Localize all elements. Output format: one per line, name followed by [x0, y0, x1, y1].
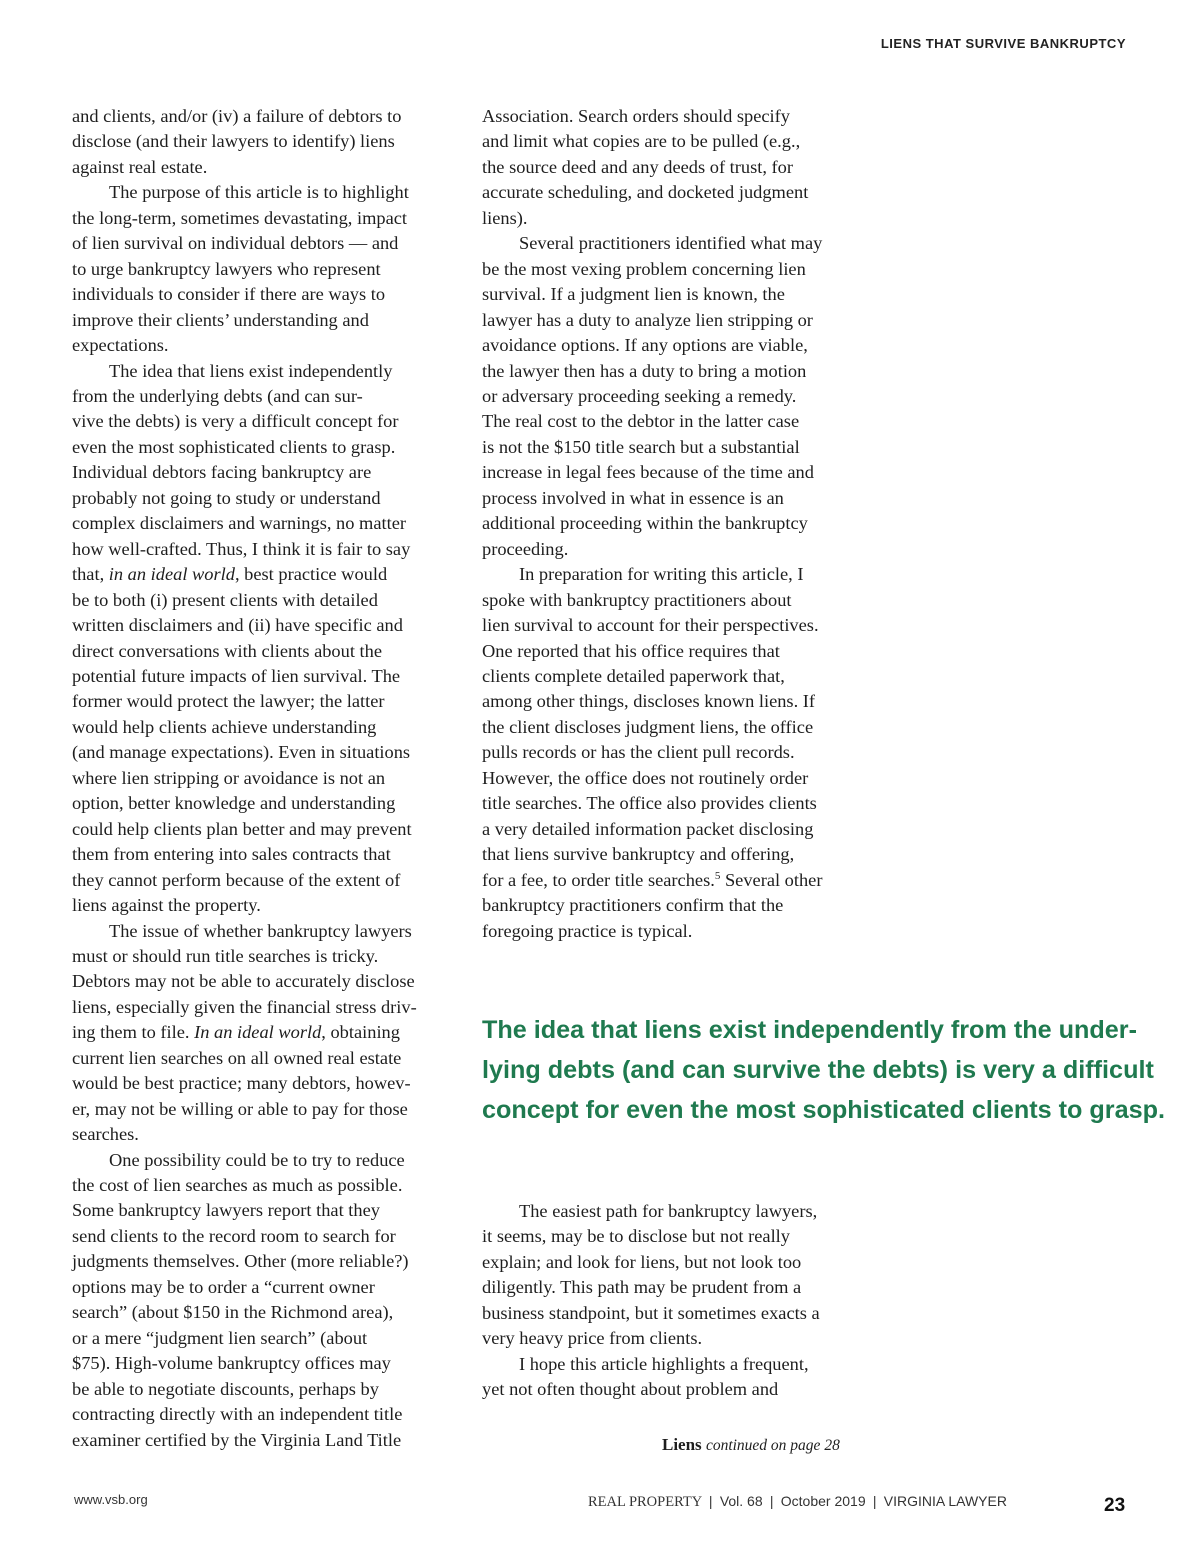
text-line: how well-crafted. Thus, I think it is fair to say: [72, 538, 411, 559]
text-line: Several practitioners identified what may: [519, 233, 823, 254]
paragraph: [482, 1352, 860, 1403]
page-number: 23: [1104, 1495, 1126, 1516]
text-line: improve their clients’ understanding and: [72, 309, 369, 330]
paragraph: [482, 562, 860, 867]
text-line: liens against the property.: [72, 895, 261, 916]
footer-website[interactable]: www.vsb.org: [74, 1492, 148, 1507]
left-column: [72, 104, 450, 1453]
text-line: judgments themselves. Other (more reliable?): [72, 1251, 409, 1272]
text-line: $75). High-volume bankruptcy offices may: [72, 1353, 391, 1374]
text-line: searches.: [72, 1124, 139, 1145]
continued-title: Liens: [662, 1435, 702, 1454]
paragraph: [72, 359, 450, 563]
text-line: from the underlying debts (and can sur-: [72, 385, 363, 406]
text-line: proceeding.: [482, 538, 569, 559]
text-line: The idea that liens exist independently from the under-: [482, 1016, 1137, 1044]
text-line: yet not often thought about problem and: [482, 1379, 779, 1400]
footnote-ref[interactable]: 5: [714, 869, 721, 882]
text-line: or adversary proceeding seeking a remedy.: [482, 385, 797, 406]
text-line: The idea that liens exist independently: [109, 360, 393, 381]
footer-info: [588, 1493, 1007, 1511]
text-line: option, better knowledge and understanding: [72, 793, 396, 814]
text-line: Association. Search orders should specify: [482, 106, 790, 126]
paragraph: [72, 919, 450, 1021]
middle-column: [482, 104, 860, 944]
text-line: even the most sophisticated clients to grasp.: [72, 436, 396, 457]
text-line: where lien stripping or avoidance is not an: [72, 767, 386, 788]
text-line: the client discloses judgment liens, the office: [482, 716, 814, 737]
italic-line: ing them to file. In an ideal world, obtaining: [72, 1022, 400, 1043]
text-line: pulls records or has the client pull records.: [482, 742, 795, 763]
text-line: be the most vexing problem concerning lien: [482, 258, 806, 279]
text-line: er, may not be willing or able to pay for those: [72, 1098, 408, 1119]
text-line: former would protect the lawyer; the latter: [72, 691, 385, 712]
text-line: survival. If a judgment lien is known, the: [482, 284, 785, 305]
text-line: against real estate.: [72, 156, 208, 177]
text-line: disclose (and their lawyers to identify) liens: [72, 131, 395, 152]
text-line: Individual debtors facing bankruptcy are: [72, 462, 372, 483]
footer-volume: Vol. 68: [719, 1493, 763, 1509]
text-line: the source deed and any deeds of trust, for: [482, 156, 793, 177]
text-line: the cost of lien searches as much as possible.: [72, 1175, 403, 1196]
paragraph: [72, 180, 450, 358]
text-line: spoke with bankruptcy practitioners about: [482, 589, 792, 610]
text-line: send clients to the record room to search for: [72, 1225, 396, 1246]
text-line: title searches. The office also provides clients: [482, 793, 817, 814]
text-line: clients complete detailed paperwork that,: [482, 665, 785, 686]
text-line: foregoing practice is typical.: [482, 920, 693, 941]
text-line: One possibility could be to try to reduce: [109, 1149, 405, 1170]
text-line: it seems, may be to disclose but not really: [482, 1226, 790, 1247]
text-line: must or should run title searches is tricky.: [72, 945, 379, 966]
text-line: that liens survive bankruptcy and offering,: [482, 844, 795, 865]
text-line: very heavy price from clients.: [482, 1328, 703, 1349]
text-line: Some bankruptcy lawyers report that they: [72, 1200, 380, 1221]
paragraph: [482, 104, 860, 231]
text-line: them from entering into sales contracts that: [72, 844, 391, 865]
text-line: The easiest path for bankruptcy lawyers,: [519, 1201, 818, 1221]
text-line: avoidance options. If any options are viable,: [482, 335, 808, 356]
text-line: lawyer has a duty to analyze lien stripping or: [482, 309, 813, 330]
text-line: would be best practice; many debtors, howev-: [72, 1073, 411, 1094]
text-line: they cannot perform because of the extent of: [72, 869, 401, 890]
middle-column-lower: [482, 1199, 860, 1403]
text-line: and clients, and/or (iv) a failure of debtors to: [72, 106, 402, 126]
pull-quote: [482, 1010, 1166, 1130]
paragraph: [482, 1199, 860, 1352]
footnote-line: for a fee, to order title searches.$^5$ Several other: [482, 869, 823, 890]
footer-date: October 2019: [780, 1493, 866, 1509]
footer-publication: VIRGINIA LAWYER: [883, 1493, 1007, 1509]
paragraph: [72, 588, 450, 919]
text-line: current lien searches on all owned real estate: [72, 1047, 402, 1068]
text-line: liens, especially given the financial stress driv-: [72, 996, 417, 1017]
footer-separator: |: [708, 1493, 713, 1509]
text-line: Debtors may not be able to accurately disclose: [72, 971, 415, 992]
text-line: (and manage expectations). Even in situations: [72, 742, 411, 763]
text-line: vive the debts) is very a difficult concept for: [72, 411, 399, 432]
text-line: increase in legal fees because of the time and: [482, 462, 814, 483]
text-line: could help clients plan better and may prevent: [72, 818, 412, 839]
paragraph: [482, 893, 860, 944]
paragraph: [72, 1046, 450, 1148]
text-line: direct conversations with clients about the: [72, 640, 383, 661]
paragraph: [72, 104, 450, 180]
text-line: a very detailed information packet disclosing: [482, 818, 814, 839]
text-line: written disclaimers and (ii) have specific and: [72, 615, 403, 636]
text-line: options may be to order a “current owner: [72, 1276, 375, 1297]
paragraph: [482, 231, 860, 562]
footer-separator: |: [872, 1493, 877, 1509]
text-line: be able to negotiate discounts, perhaps by: [72, 1378, 379, 1399]
text-line: probably not going to study or understand: [72, 487, 381, 508]
text-line: contracting directly with an independent title: [72, 1404, 403, 1425]
text-line: process involved in what in essence is an: [482, 487, 784, 508]
text-line: search” (about $150 in the Richmond area),: [72, 1302, 394, 1323]
text-line: among other things, discloses known liens. If: [482, 691, 816, 712]
text-line: liens).: [482, 207, 528, 228]
text-line: The issue of whether bankruptcy lawyers: [109, 920, 412, 941]
text-line: bankruptcy practitioners confirm that the: [482, 895, 784, 916]
text-line: diligently. This path may be prudent from a: [482, 1277, 802, 1298]
text-line: I hope this article highlights a frequent,: [519, 1353, 809, 1374]
text-line: additional proceeding within the bankruptcy: [482, 513, 808, 534]
text-line: would help clients achieve understanding: [72, 716, 377, 737]
text-line: examiner certified by the Virginia Land Title: [72, 1429, 402, 1450]
text-line: The real cost to the debtor in the latter case: [482, 411, 800, 432]
text-line: is not the $150 title search but a substantial: [482, 436, 800, 457]
running-head: LIENS THAT SURVIVE BANKRUPTCY: [880, 36, 1126, 51]
text-line: of lien survival on individual debtors — and: [72, 233, 399, 254]
text-line: explain; and look for liens, but not look too: [482, 1251, 802, 1272]
paragraph: [72, 1148, 450, 1453]
text-line: the long-term, sometimes devastating, impact: [72, 207, 408, 228]
italic-line: that, in an ideal world, best practice would: [72, 564, 388, 585]
continued-note[interactable]: [662, 1435, 840, 1455]
text-line: However, the office does not routinely order: [482, 767, 809, 788]
text-line: expectations.: [72, 335, 169, 356]
text-line: individuals to consider if there are ways to: [72, 284, 386, 305]
text-line: concept for even the most sophisticated clients to grasp.: [482, 1096, 1166, 1124]
text-line: and limit what copies are to be pulled (e.g.,: [482, 131, 801, 152]
continued-text: continued on page 28: [705, 1437, 840, 1454]
text-line: to urge bankruptcy lawyers who represent: [72, 258, 381, 279]
text-line: One reported that his office requires that: [482, 640, 780, 661]
text-line: The purpose of this article is to highlight: [109, 182, 409, 203]
text-line: the lawyer then has a duty to bring a motion: [482, 360, 807, 381]
text-line: or a mere “judgment lien search” (about: [72, 1327, 368, 1348]
footer-separator: |: [769, 1493, 774, 1509]
text-line: potential future impacts of lien survival. The: [72, 665, 401, 686]
text-line: accurate scheduling, and docketed judgment: [482, 182, 809, 203]
text-line: complex disclaimers and warnings, no matter: [72, 513, 407, 534]
text-line: lying debts (and can survive the debts) is very a difficult: [482, 1056, 1154, 1084]
text-line: be to both (i) present clients with detailed: [72, 589, 378, 610]
text-line: In preparation for writing this article, I: [519, 564, 804, 585]
footer-section: REAL PROPERTY: [588, 1494, 702, 1510]
text-line: lien survival to account for their perspectives.: [482, 615, 819, 636]
text-line: business standpoint, but it sometimes exacts a: [482, 1302, 820, 1323]
